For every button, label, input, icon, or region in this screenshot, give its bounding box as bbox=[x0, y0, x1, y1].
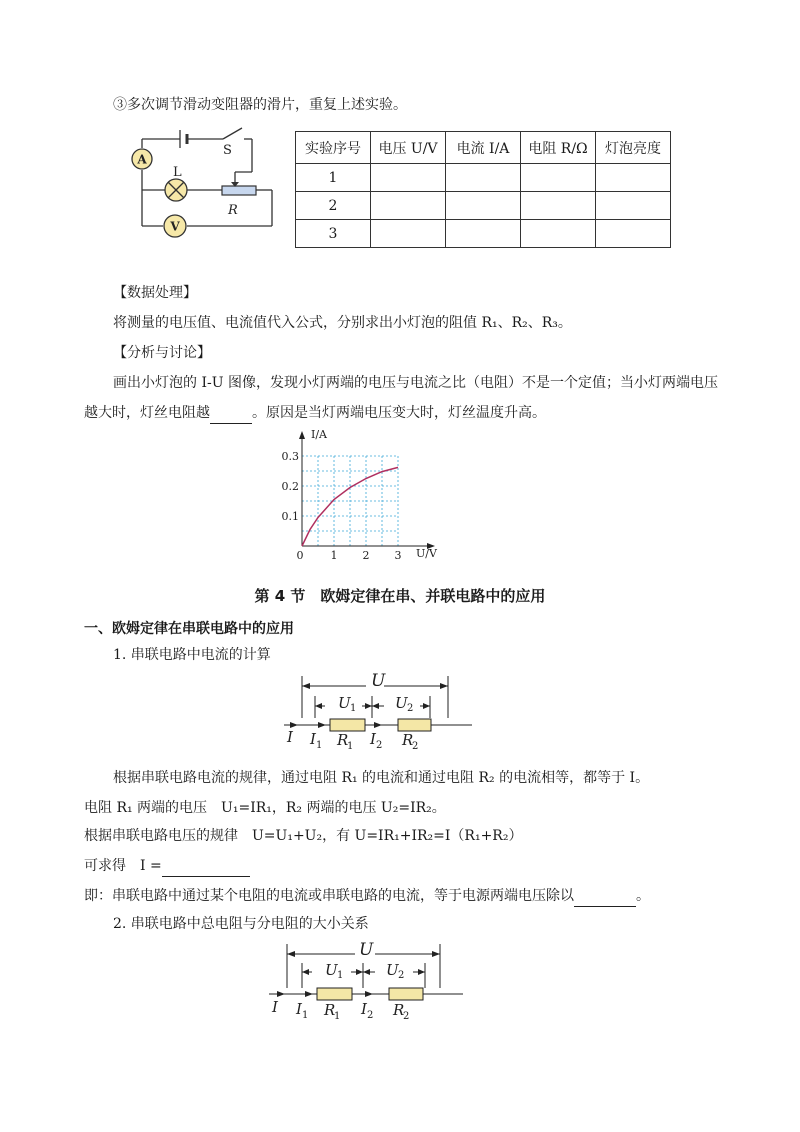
table-cell: 1 bbox=[296, 164, 371, 192]
label-i: I bbox=[287, 728, 293, 746]
label-u1: U bbox=[338, 694, 351, 712]
label-u2-sub: 2 bbox=[407, 703, 414, 714]
label-i1-sub: 1 bbox=[316, 740, 323, 751]
table-header: 电流 I/A bbox=[446, 132, 521, 164]
table-row bbox=[296, 192, 671, 220]
series-line bbox=[302, 467, 398, 546]
resistor-r1-icon bbox=[317, 988, 352, 1000]
label-r1-sub: 1 bbox=[347, 741, 354, 752]
table-cell bbox=[371, 164, 446, 192]
para-3: 根据串联电路电压的规律 U=U₁+U₂，有 U=IR₁+IR₂=I（R₁+R₂） bbox=[84, 828, 523, 844]
label-u2-sub: 2 bbox=[398, 970, 405, 981]
table-cell: 2 bbox=[296, 192, 371, 220]
label-u2: U bbox=[386, 961, 399, 979]
fill-blank bbox=[210, 403, 252, 424]
analysis-line-2b: 。原因是当灯两端电压变大时，灯丝温度升高。 bbox=[252, 405, 546, 421]
para-2: 电阻 R₁ 两端的电压 U₁=IR₁，R₂ 两端的电压 U₂=IR₂。 bbox=[84, 800, 446, 816]
label-u1-sub: 1 bbox=[350, 703, 357, 714]
section-title: 第 4 节 欧姆定律在串、并联电路中的应用 bbox=[254, 587, 546, 605]
iu-chart bbox=[275, 425, 450, 565]
table-cell bbox=[596, 192, 671, 220]
label-r2-sub: 2 bbox=[403, 1011, 410, 1022]
para-5a: 即：串联电路中通过某个电阻的电流或串联电路的电流，等于电源两端电压除以 bbox=[84, 888, 574, 904]
table-cell bbox=[446, 192, 521, 220]
table-header-row bbox=[296, 132, 671, 164]
data-processing-text: 将测量的电压值、电流值代入公式，分别求出小灯泡的阻值 R₁、R₂、R₃。 bbox=[113, 315, 572, 331]
label-i2: I bbox=[370, 730, 376, 748]
para-4 bbox=[84, 856, 250, 877]
y-tick-label: 0.3 bbox=[281, 450, 299, 463]
fill-blank bbox=[162, 856, 250, 877]
voltmeter-label: V bbox=[170, 219, 180, 234]
table-header: 电压 U/V bbox=[371, 132, 446, 164]
label-i2: I bbox=[361, 1000, 367, 1018]
label-u2: U bbox=[395, 694, 408, 712]
label-r1-sub: 1 bbox=[334, 1011, 341, 1022]
rheostat-label: R bbox=[228, 203, 238, 218]
label-i2-sub: 2 bbox=[367, 1010, 374, 1021]
para-1: 根据串联电路电流的规律，通过电阻 R₁ 的电流和通过电阻 R₂ 的电流相等，都等于 I。 bbox=[113, 770, 650, 786]
label-r1: R bbox=[324, 1001, 336, 1019]
table-header: 实验序号 bbox=[296, 132, 371, 164]
chart-ticks bbox=[282, 450, 402, 562]
series-circuit-diagram bbox=[280, 668, 480, 756]
item-2-heading: 2. 串联电路中总电阻与分电阻的大小关系 bbox=[113, 916, 369, 932]
switch-label: S bbox=[223, 143, 232, 158]
lamp-label: L bbox=[173, 165, 182, 180]
x-tick-label: 3 bbox=[394, 549, 402, 562]
table-cell bbox=[446, 164, 521, 192]
table-cell bbox=[371, 220, 446, 248]
circuit-diagram bbox=[125, 122, 275, 242]
table-header: 电阻 R/Ω bbox=[521, 132, 596, 164]
rheostat-icon bbox=[222, 186, 256, 195]
y-tick-label: 0.1 bbox=[281, 510, 299, 523]
label-i1: I bbox=[296, 1000, 302, 1018]
table-cell bbox=[596, 164, 671, 192]
resistor-r2-icon bbox=[398, 719, 431, 731]
label-r2-sub: 2 bbox=[412, 741, 419, 752]
label-u1: U bbox=[325, 961, 338, 979]
analysis-heading: 【分析与讨论】 bbox=[113, 345, 211, 361]
table-cell bbox=[596, 220, 671, 248]
experiment-table bbox=[295, 131, 671, 248]
analysis-line-2 bbox=[84, 403, 546, 424]
label-i2-sub: 2 bbox=[376, 740, 383, 751]
x-axis-label: U/V bbox=[416, 547, 437, 560]
label-u: U bbox=[371, 671, 386, 691]
table-header: 灯泡亮度 bbox=[596, 132, 671, 164]
label-i1: I bbox=[310, 730, 316, 748]
fill-blank bbox=[574, 886, 636, 907]
table-row bbox=[296, 164, 671, 192]
resistor-r1-icon bbox=[330, 719, 365, 731]
y-axis-label: I/A bbox=[311, 428, 327, 441]
x-tick-label: 2 bbox=[362, 549, 370, 562]
part-1-heading: 一、欧姆定律在串联电路中的应用 bbox=[84, 621, 294, 637]
table-row bbox=[296, 220, 671, 248]
analysis-line-1: 画出小灯泡的 I-U 图像，发现小灯两端的电压与电流之比（电阻）不是一个定值；当小灯两端电压 bbox=[113, 375, 718, 391]
para-5b: 。 bbox=[636, 888, 650, 904]
table-cell bbox=[446, 220, 521, 248]
series-circuit-diagram-2 bbox=[265, 936, 470, 1028]
resistor-r2-icon bbox=[389, 988, 423, 1000]
label-r2: R bbox=[402, 731, 414, 749]
label-u1-sub: 1 bbox=[337, 970, 344, 981]
para-4-text: 可求得 I = bbox=[84, 858, 162, 874]
label-r1: R bbox=[337, 731, 349, 749]
label-i1-sub: 1 bbox=[302, 1010, 309, 1021]
para-5 bbox=[84, 886, 650, 907]
table-cell bbox=[521, 220, 596, 248]
x-tick-label: 1 bbox=[330, 549, 338, 562]
data-processing-heading: 【数据处理】 bbox=[113, 285, 197, 301]
label-r2: R bbox=[393, 1001, 405, 1019]
label-i: I bbox=[272, 998, 278, 1016]
table-cell: 3 bbox=[296, 220, 371, 248]
table-cell bbox=[521, 192, 596, 220]
y-tick-label: 0.2 bbox=[281, 480, 299, 493]
ammeter-label: A bbox=[137, 152, 147, 167]
table-cell bbox=[371, 192, 446, 220]
y-axis-arrow-icon bbox=[299, 431, 305, 439]
analysis-line-2a: 越大时，灯丝电阻越 bbox=[84, 405, 210, 421]
item-1-heading: 1. 串联电路中电流的计算 bbox=[113, 647, 271, 663]
chart-grid bbox=[302, 456, 398, 546]
table-cell bbox=[521, 164, 596, 192]
step-3-text: ③多次调节滑动变阻器的滑片，重复上述实验。 bbox=[113, 97, 407, 113]
x-tick-label: 0 bbox=[296, 549, 304, 562]
label-u: U bbox=[359, 940, 374, 960]
